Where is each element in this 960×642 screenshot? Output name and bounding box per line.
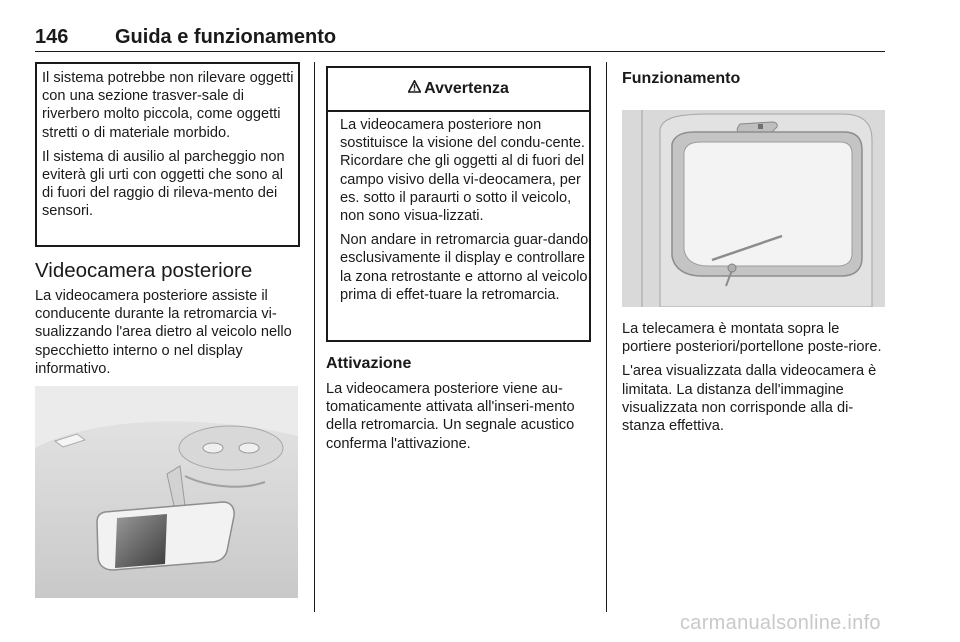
warning-paragraph: Non andare in retromarcia guar-dando esclusivamente il display e controllare la zona retrostante e attorno al veicolo prima di effet-tuare la retromarcia.: [340, 232, 589, 303]
warning-paragraph: La videocamera posteriore non sostituisce la visione del condu-cente. Ricordare che gli oggetti al di fuori del campo visivo della vi-deocamera, per es. sotto il paraurti o sotto il veicolo, non sono visua-lizzati.: [340, 117, 585, 225]
column-divider-1: [314, 62, 315, 612]
operation-paragraph: La telecamera è montata sopra le portiere posteriori/portellone poste-riore.: [622, 321, 882, 356]
warning-header: [328, 68, 589, 112]
figure-interior-mirror: [35, 386, 298, 598]
warning-box: [326, 66, 591, 342]
warning-title: Avvertenza: [424, 80, 509, 97]
note-paragraph: Il sistema di ausilio al parcheggio non eviterà gli urti con oggetti che sono al di fuori del raggio di rileva-mento dei sensori.: [42, 148, 285, 220]
note-paragraph: Il sistema potrebbe non rilevare oggetti con una sezione trasver-sale di riverbero molto piccola, come oggetti stretti o di materiale morbido.: [42, 70, 294, 141]
interior-mirror-illustration: [35, 386, 298, 598]
warning-triangle-icon: [408, 80, 421, 98]
chapter-title: Guida e funzionamento: [115, 26, 337, 48]
page-number: 146: [35, 26, 69, 48]
rear-camera-intro: La videocamera posteriore assiste il conducente durante la retromarcia vi-sualizzando l'area dietro al veicolo nello specchietto interno o nel display informativo.: [35, 288, 292, 377]
activation-text: La videocamera posteriore viene au-tomaticamente attivata all'inseri-mento della retromarcia. Un segnale acustico conferma l'attivazione.: [326, 381, 575, 452]
watermark: carmanualsonline.info: [680, 612, 881, 634]
section-title-operation: Funzionamento: [622, 70, 741, 87]
section-title-activation: Attivazione: [326, 355, 412, 372]
column-divider-2: [606, 62, 607, 612]
operation-text: [622, 320, 890, 441]
operation-paragraph: L'area visualizzata dalla videocamera è limitata. La distanza dell'immagine visualizzata non corrisponde alla di-stanza effettiva.: [622, 363, 877, 435]
section-title-rear-camera: Videocamera posteriore: [35, 259, 253, 282]
page-header: [35, 22, 885, 52]
figure-rear-door-camera: [622, 110, 885, 307]
note-box: [35, 62, 300, 247]
rear-door-illustration: [622, 110, 885, 307]
